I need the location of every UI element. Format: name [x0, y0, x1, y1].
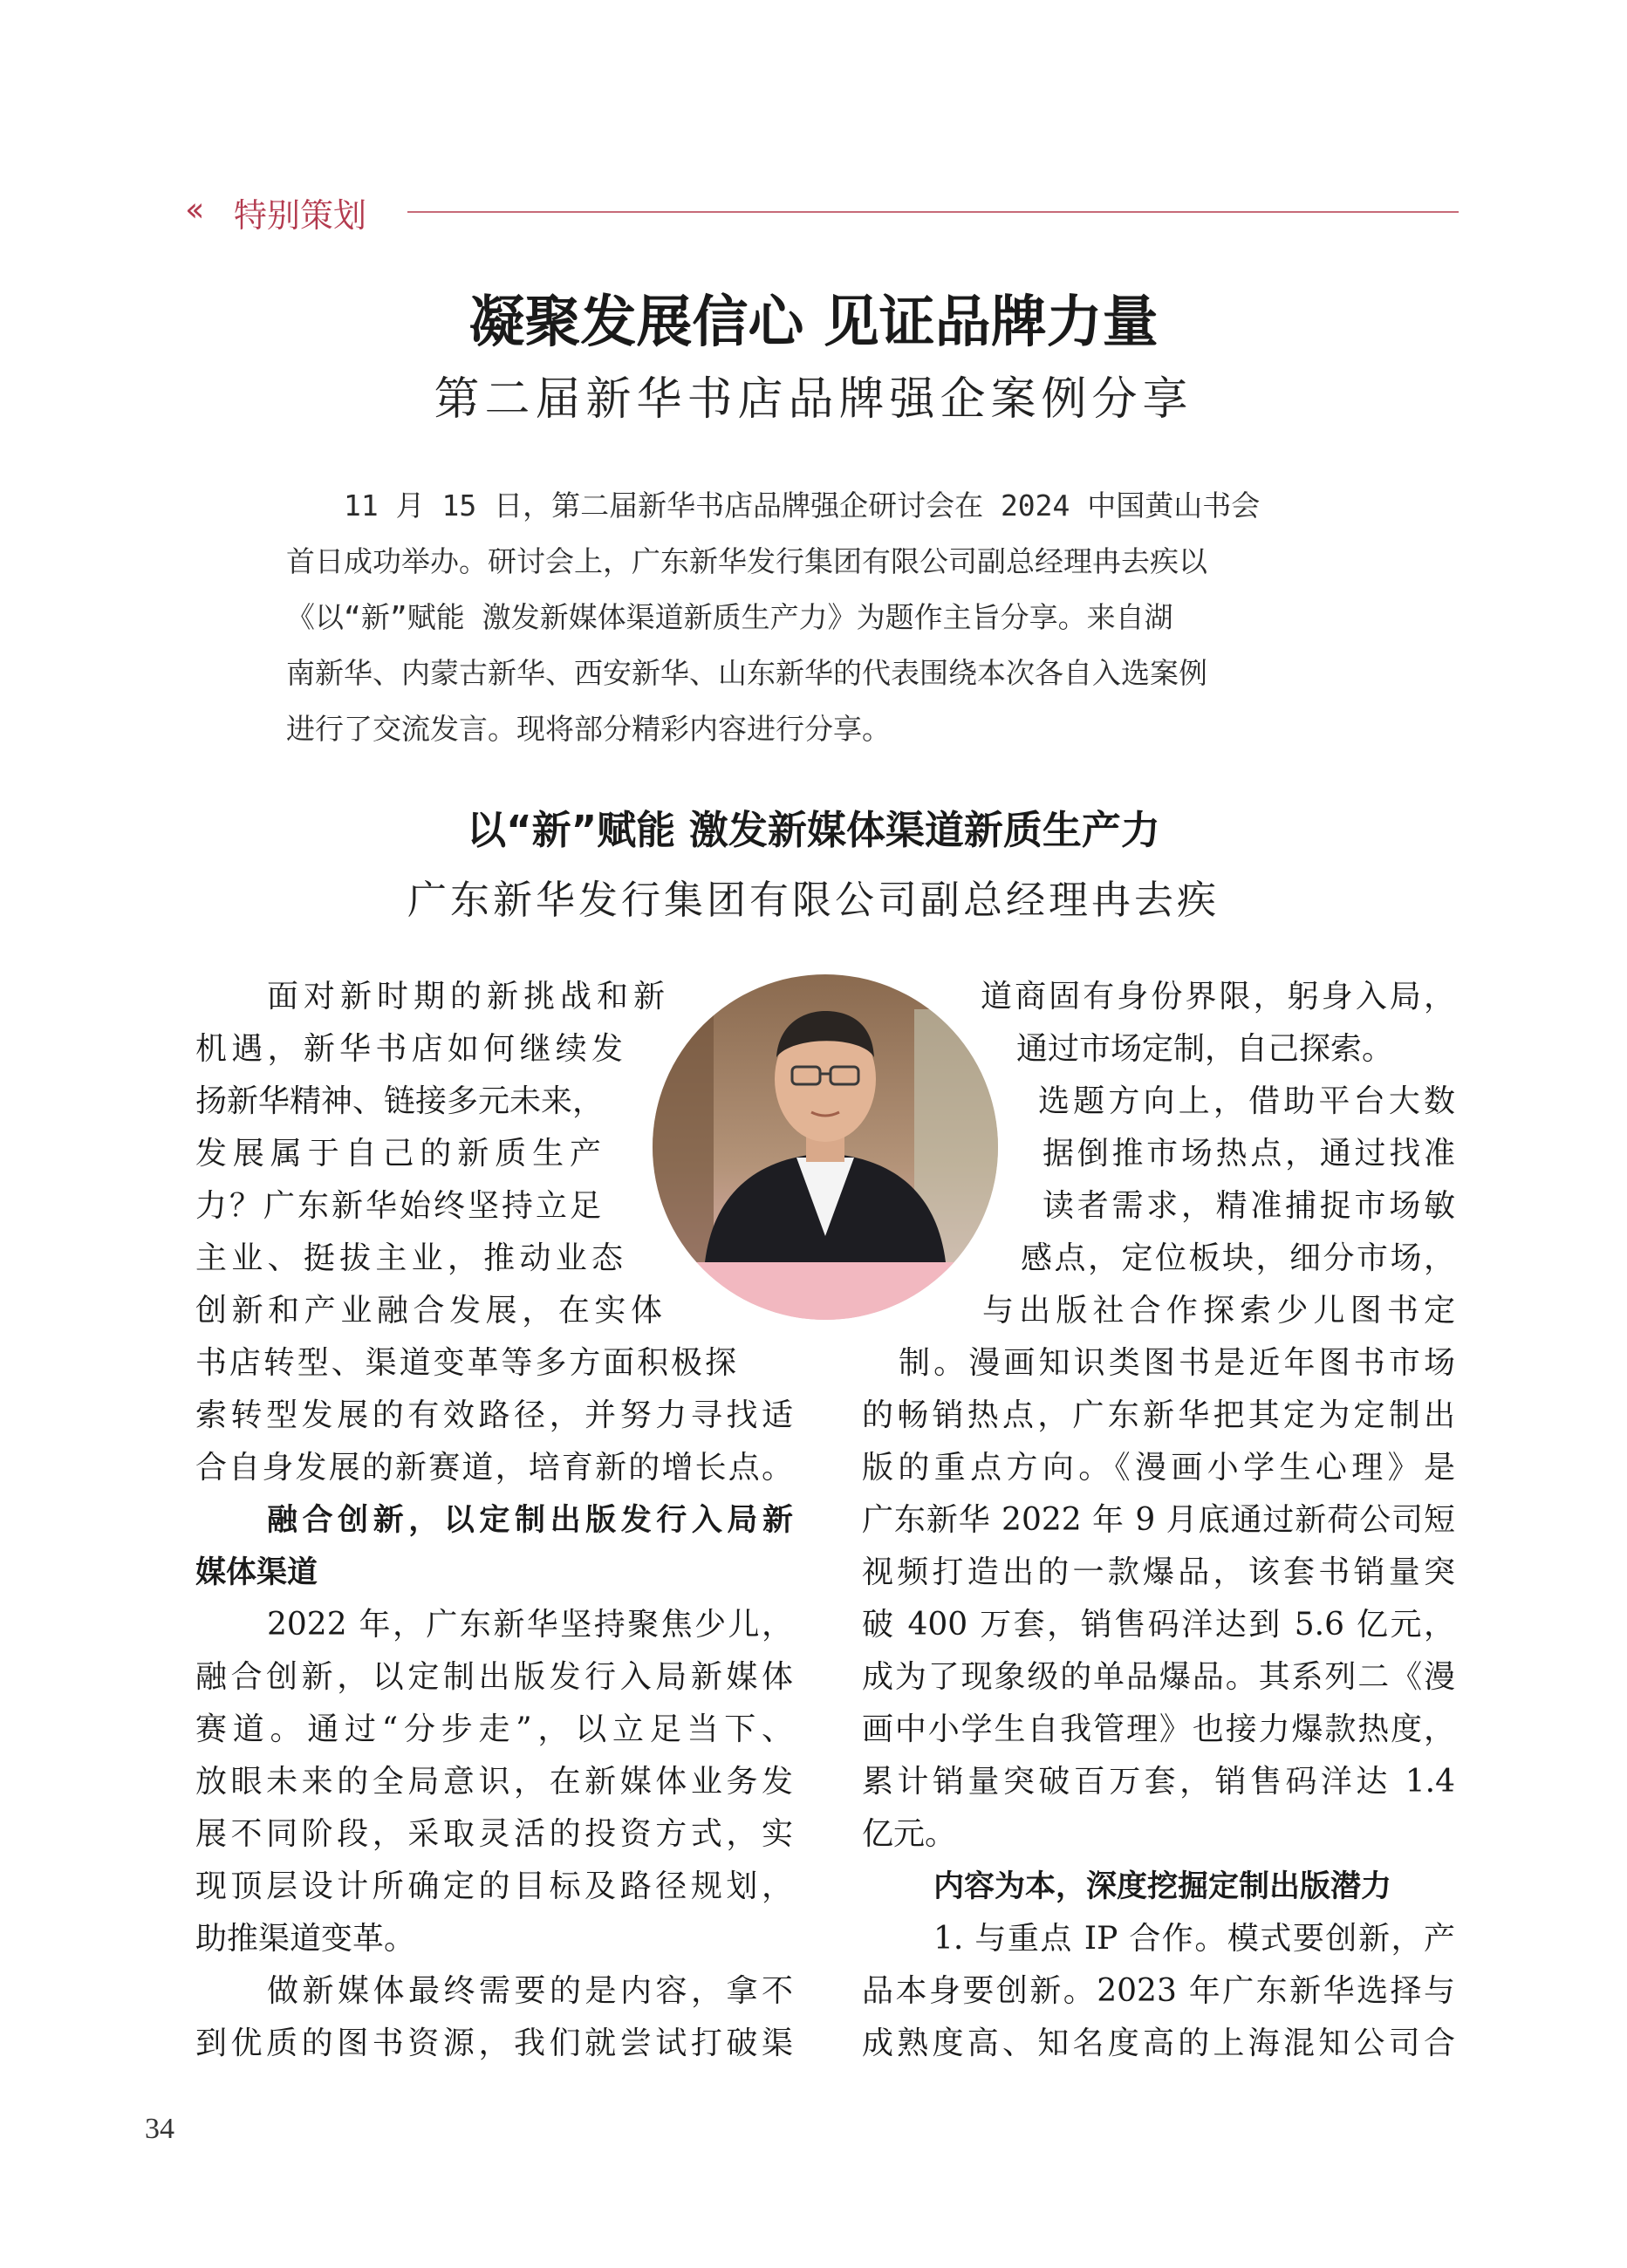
- intro-line: 首日成功举办。研讨会上，广东新华发行集团有限公司副总经理冉去疾以: [286, 544, 1207, 578]
- text-line: 品本身要创新。2023 年广东新华选择与: [862, 1973, 1455, 2009]
- text-line: 读者需求，精准捕捉市场敏: [1043, 1188, 1455, 1224]
- text-line: 机遇，新华书店如何继续发: [195, 1031, 623, 1067]
- text-line: 据倒推市场热点，通过找准: [1043, 1136, 1455, 1172]
- text-line: 1. 与重点 IP 合作。模式要创新，产: [933, 1921, 1455, 1957]
- section-heading: 内容为本，深度挖掘定制出版潜力: [933, 1869, 1392, 1904]
- right-column-top: [977, 971, 1455, 1337]
- text-line: 扬新华精神、链接多元未来，: [195, 1083, 605, 1119]
- text-line: 破 400 万套，销售码洋达到 5.6 亿元，: [862, 1607, 1455, 1643]
- text-line: 面对新时期的新挑战和新: [267, 979, 665, 1014]
- text-line: 到优质的图书资源，我们就尝试打破渠: [195, 2025, 793, 2061]
- text-line: 做新媒体最终需要的是内容，拿不: [267, 1973, 793, 2009]
- text-line: 道商固有身份界限，躬身入局，: [981, 979, 1455, 1014]
- text-line: 成为了现象级的单品爆品。其系列二《漫: [862, 1659, 1455, 1695]
- text-line: 累计销量突破百万套，销售码洋达 1.4: [862, 1764, 1455, 1800]
- article-byline: 广东新华发行集团有限公司副总经理冉去疾: [407, 877, 1220, 923]
- page-title: 凝聚发展信心 见证品牌力量: [468, 290, 1159, 355]
- intro-line: 《以“新”赋能 激发新媒体渠道新质生产力》为题作主旨分享。来自湖: [286, 600, 1173, 634]
- text-line: 选题方向上，借助平台大数: [1038, 1083, 1455, 1119]
- section-heading: 融合创新，以定制出版发行入局新: [267, 1503, 793, 1538]
- text-line: 书店转型、渠道变革等多方面积极探: [195, 1345, 736, 1381]
- section-heading: 媒体渠道: [195, 1555, 318, 1590]
- page-subtitle: 第二届新华书店品牌强企案例分享: [434, 373, 1193, 426]
- text-line: 索转型发展的有效路径，并努力寻找适: [195, 1397, 793, 1433]
- text-line: 画中小学生自我管理》也接力爆款热度，: [862, 1711, 1455, 1747]
- text-line: 与出版社合作探索少儿图书定: [982, 1293, 1455, 1329]
- speaker-portrait-photo: [653, 974, 998, 1320]
- text-line: 版的重点方向。《漫画小学生心理》是: [862, 1450, 1455, 1486]
- text-line: 视频打造出的一款爆品，该套书销量突: [862, 1554, 1455, 1590]
- text-line: 力？广东新华始终坚持立足: [195, 1188, 601, 1224]
- text-line: 2022 年，广东新华坚持聚焦少儿，: [267, 1607, 793, 1643]
- text-line: 广东新华 2022 年 9 月底通过新荷公司短: [862, 1502, 1455, 1538]
- intro-paragraph: [286, 478, 1361, 757]
- text-line: 通过市场定制，自己探索。: [1016, 1031, 1394, 1067]
- text-line: 合自身发展的新赛道，培育新的增长点。: [195, 1450, 793, 1486]
- section-header: [185, 185, 1459, 237]
- text-line: 赛道。通过“分步走”，以立足当下、: [195, 1711, 793, 1747]
- intro-line: 11 月 15 日，第二届新华书店品牌强企研讨会在 2024 中国黄山书会: [344, 488, 1261, 523]
- text-line: 成熟度高、知名度高的上海混知公司合: [862, 2025, 1455, 2061]
- double-chevron-left-icon: ‹‹: [185, 190, 198, 229]
- text-line: 的畅销热点，广东新华把其定为定制出: [862, 1397, 1455, 1433]
- page-number: 34: [145, 2113, 174, 2145]
- article-title: 以“新”赋能 激发新媒体渠道新质生产力: [467, 807, 1160, 853]
- text-line: 亿元。: [862, 1816, 957, 1852]
- section-divider: [407, 211, 1459, 213]
- text-line: 感点，定位板块，细分市场，: [1021, 1240, 1455, 1276]
- text-line: 创新和产业融合发展，在实体: [195, 1293, 662, 1329]
- intro-line: 南新华、内蒙古新华、西安新华、山东新华的代表围绕本次各自入选案例: [286, 656, 1207, 690]
- right-column: [862, 1337, 1455, 2070]
- text-line: 制。漫画知识类图书是近年图书市场: [899, 1345, 1455, 1381]
- text-line: 展不同阶段，采取灵活的投资方式，实: [195, 1816, 793, 1852]
- section-label: 特别策划: [234, 196, 367, 235]
- text-line: 放眼未来的全局意识，在新媒体业务发: [195, 1764, 793, 1800]
- text-line: 现顶层设计所确定的目标及路径规划，: [195, 1868, 793, 1904]
- text-line: 发展属于自己的新质生产: [195, 1136, 601, 1172]
- text-line: 融合创新，以定制出版发行入局新媒体: [195, 1659, 793, 1695]
- text-line: 助推渠道变革。: [195, 1921, 416, 1957]
- text-line: 主业、挺拔主业，推动业态: [195, 1240, 623, 1276]
- intro-line: 进行了交流发言。现将部分精彩内容进行分享。: [286, 712, 891, 746]
